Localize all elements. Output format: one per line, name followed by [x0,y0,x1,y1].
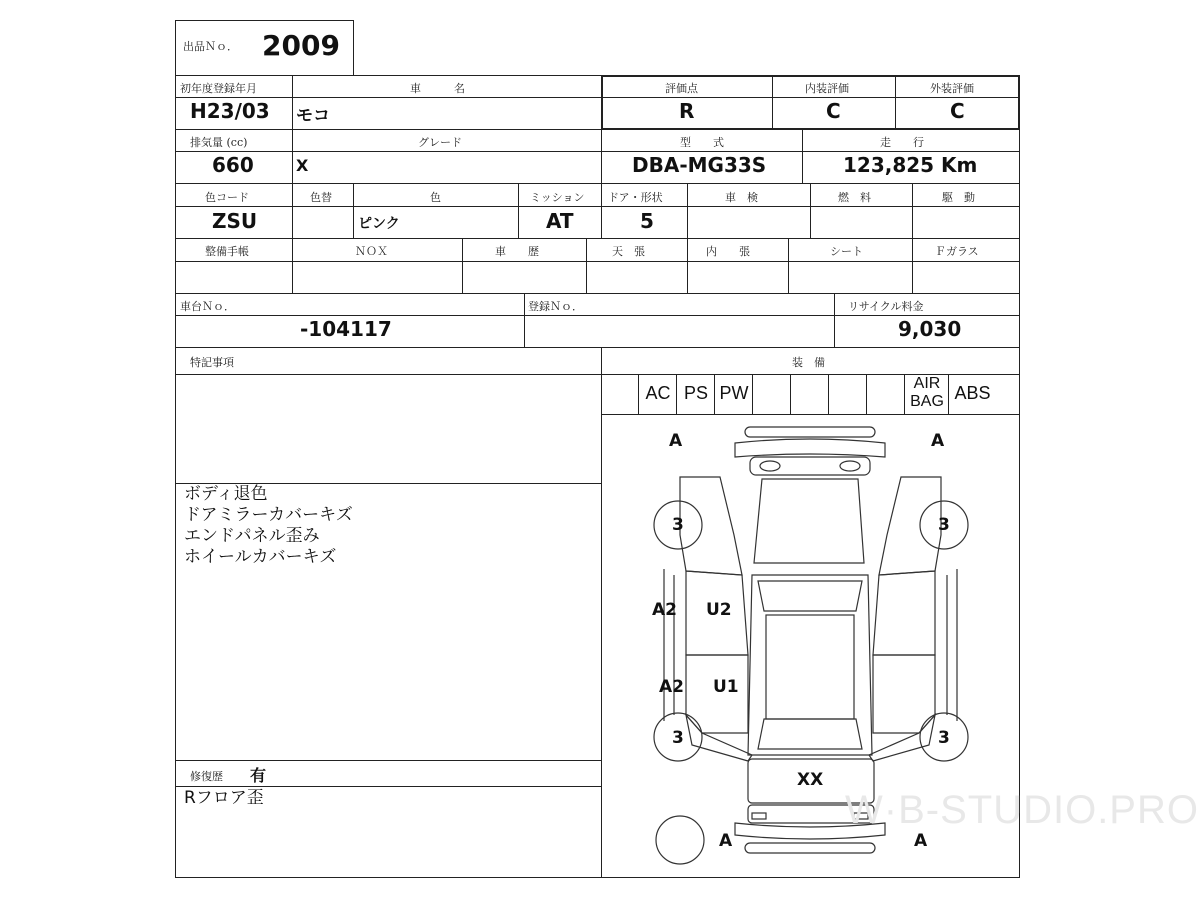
mission-label: ミッション [530,191,585,204]
mission: AT [546,209,574,233]
mark-wheel-rr: 3 [938,728,950,748]
equipment-item [601,374,639,414]
chassis-label: 車台Ｎｏ． [180,300,235,313]
mark-left-rear-door-inner: U1 [713,677,739,697]
repaint-label: 色替 [310,191,332,204]
first-reg-label: 初年度登録年月 [180,82,257,95]
chassis-number: -104117 [300,317,392,341]
mark-front-right: A [931,431,945,451]
lot-number-label: 出品Ｎｏ． [183,40,238,53]
interior-label: 内装評価 [805,82,849,95]
color-code-label: 色コード [205,191,249,204]
displacement: 660 [212,153,254,177]
interior-grade: C [826,99,841,123]
car-name: モコ [296,106,330,126]
score: R [679,99,695,123]
car-name-label: 車 名 [410,82,465,95]
equipment-item-label: PW [719,383,749,403]
recycle-label: リサイクル料金 [848,300,924,313]
equipment-item-label: ABS [954,383,991,403]
history-label: 車 歴 [495,245,539,258]
mark-front-left: A [669,431,683,451]
notes-line: ドアミラーカバーキズ [184,505,353,525]
equipment-item [753,374,791,414]
doors: 5 [640,209,654,233]
color: ピンク [358,216,400,232]
equipment-item-label: PS [683,383,708,403]
interior-trim-label: 内 張 [706,245,750,258]
equipment-item [715,374,753,414]
inspection-label: 車 検 [725,191,758,204]
mark-rear-right: A [914,831,928,851]
repair-note-line: Rフロア歪 [184,788,264,808]
equipment-item [677,374,715,414]
notes-line: エンドパネル歪み [184,526,320,546]
glass-label: Ｆガラス [935,245,979,258]
equipment-item [949,374,996,414]
mark-wheel-fl: 3 [672,515,684,535]
equipment-item [791,374,829,414]
drive-label: 駆 動 [942,191,975,204]
lot-number-box [175,20,354,76]
equipment-item [829,374,867,414]
notes-label: 特記事項 [190,356,234,369]
model-label: 型 式 [680,136,724,149]
first-reg: H23/03 [190,99,270,123]
notes-line: ボディ退色 [184,484,268,504]
seat-label: シート [830,245,863,258]
equipment-item-label: AC [645,383,671,403]
mark-wheel-fr: 3 [938,515,950,535]
equipment-item [867,374,905,414]
recycle-fee: 9,030 [898,317,962,341]
sunroof-label: 天 張 [612,245,645,258]
color-code: ZSU [212,209,258,233]
grade-label: グレード [418,136,462,149]
doors-label: ドア・形状 [608,191,663,204]
grade: X [296,156,309,175]
model-code: DBA-MG33S [632,153,767,177]
mileage-label: 走 行 [880,136,924,149]
color-label: 色 [430,191,441,204]
mark-left-front-door-inner: U2 [706,600,732,620]
mark-wheel-rl: 3 [672,728,684,748]
notes-line: ホイールカバーキズ [184,547,337,567]
equipment-item [639,374,677,414]
mileage: 123,825 Km [843,153,978,177]
service-book-label: 整備手帳 [205,245,249,258]
exterior-grade: C [950,99,965,123]
mark-rear-left: A [719,831,733,851]
fuel-label: 燃 料 [838,191,871,204]
repair-notes [184,788,594,868]
equipment-item [905,374,949,414]
nox-label: ＮＯＸ [355,245,388,258]
exterior-label: 外装評価 [930,82,974,95]
notes-list [184,484,594,754]
repair-history-value: 有 [250,766,267,785]
lot-number: 2009 [262,29,340,62]
equipment-label: 装 備 [792,356,825,369]
displacement-label: 排気量 (cc) [190,136,248,149]
score-label: 評価点 [665,82,698,95]
repair-history-label: 修復歴 [190,770,223,783]
equipment-item-label: AIR BAG [910,375,944,410]
equipment-row [601,374,1020,414]
watermark: W·B-STUDIO.PRO [845,788,1199,832]
mark-left-front-door-outer: A2 [652,600,677,620]
mark-left-rear-door-outer: A2 [659,677,684,697]
mark-rear-panel: XX [797,770,824,790]
reg-no-label: 登録Ｎｏ． [528,300,583,313]
